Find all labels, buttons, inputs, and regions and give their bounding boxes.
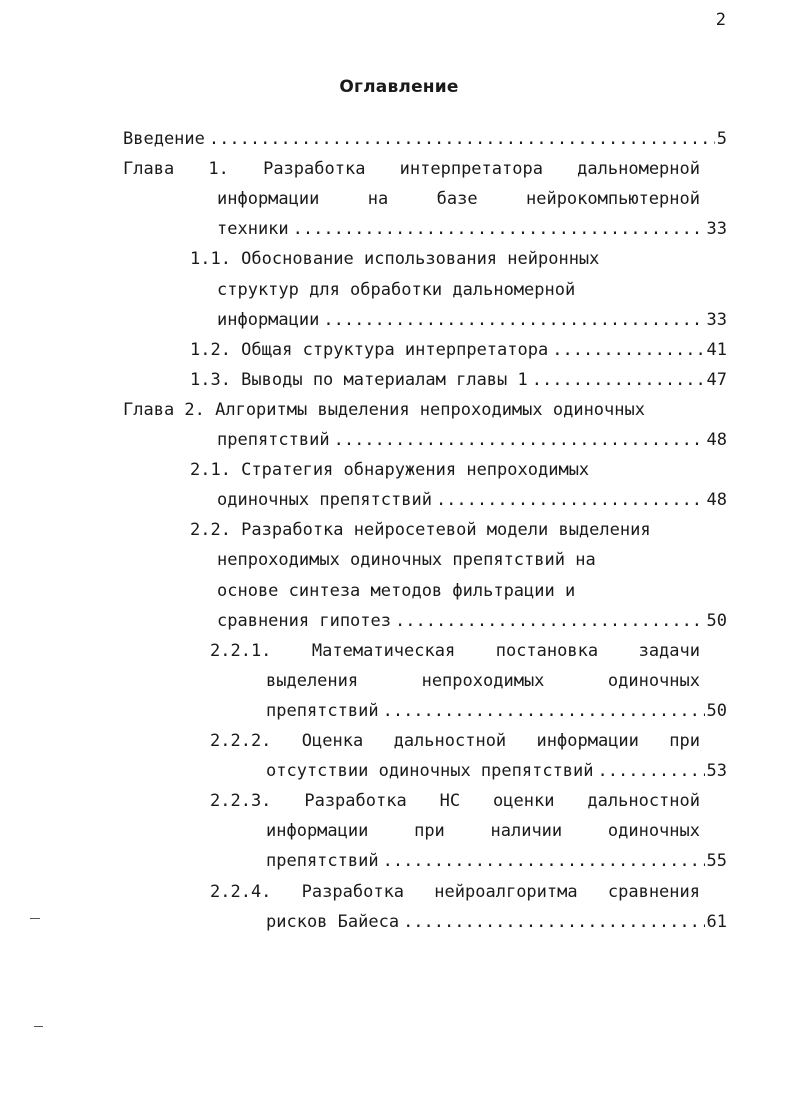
dot-leader (383, 696, 705, 726)
dot-leader (323, 305, 704, 335)
toc-entry-leader-line (217, 485, 727, 515)
toc-entry-text: 1.1. Обоснование использования нейронных (190, 249, 600, 270)
toc-entry-text: сравнения гипотез (217, 610, 391, 631)
toc-entry-text: выделения непроходимых одиночных (266, 670, 700, 691)
toc-page-number: 50 (706, 610, 727, 631)
dot-leader (598, 756, 705, 786)
toc-page-number: 55 (706, 851, 727, 872)
toc-page-number: 41 (706, 339, 727, 360)
toc-entry-leader-line (266, 756, 727, 786)
toc-entry-text: рисков Байеса (266, 911, 400, 932)
toc-entry-text: одиночных препятствий (217, 490, 432, 511)
toc-entry-text: 2.1. Стратегия обнаружения непроходимых (190, 460, 590, 481)
toc-entry-text: 2.2. Разработка нейросетевой модели выделения (190, 520, 651, 541)
toc-page-number: 5 (716, 129, 727, 149)
toc-title: Оглавление (339, 77, 459, 97)
toc-entry-leader-line (217, 305, 727, 335)
toc-entry-text: непроходимых одиночных препятствий на (217, 550, 596, 571)
toc-entry-text: препятствий (217, 430, 330, 450)
dot-leader (383, 846, 705, 876)
toc-entry-text: отсутствии одиночных препятствий (266, 761, 594, 782)
toc-page-number: 47 (706, 369, 727, 390)
toc-entry-text: информации (217, 309, 320, 330)
toc-entry-text: основе синтеза методов фильтрации и (217, 580, 576, 601)
toc-page-number: 61 (706, 911, 727, 932)
page-number: 2 (715, 10, 726, 30)
toc-entry-text: препятствий (266, 700, 379, 721)
toc-page-number: 50 (706, 700, 727, 721)
toc-entry-text: 2.2.4. Разработка нейроалгоритма сравнения (210, 881, 700, 902)
toc-entry-text: техники (217, 219, 289, 240)
toc-entry-text: информации на базе нейрокомпьютерной (217, 189, 700, 210)
toc-entry-text: 1.2. Общая структура интерпретатора (190, 339, 549, 360)
scan-mark (34, 1026, 43, 1027)
toc-entry-text: Введение (123, 129, 205, 149)
toc-entry-leader-line (190, 335, 727, 365)
scan-mark (30, 918, 40, 919)
toc-entry-leader-line (190, 365, 727, 395)
dot-leader (334, 425, 705, 455)
toc-page-number: 33 (706, 219, 727, 240)
dot-leader (552, 335, 704, 365)
toc-entry-leader-line (266, 696, 727, 726)
toc-page-number: 48 (706, 490, 727, 511)
dot-leader (532, 365, 705, 395)
toc-entry-leader-line (266, 907, 727, 937)
dot-leader (209, 124, 715, 154)
toc-entry-text: 2.2.1. Математическая постановка задачи (210, 640, 700, 661)
toc-entry-leader-line (217, 425, 727, 455)
toc-entry-text: Глава 1. Разработка интерпретатора дальномерной (123, 159, 700, 180)
toc-entry-leader-line (266, 846, 727, 876)
dot-leader (395, 606, 705, 636)
dot-leader (293, 214, 705, 244)
toc-entry-text: препятствий (266, 851, 379, 872)
toc-page-number: 48 (706, 430, 727, 450)
toc-page-number: 33 (706, 309, 727, 330)
toc-entry-text: 1.3. Выводы по материалам главы 1 (190, 369, 528, 390)
toc-entry-text: структур для обработки дальномерной (217, 279, 576, 300)
toc-entry-text: Глава 2. Алгоритмы выделения непроходимых одиночных (123, 399, 645, 420)
toc-entry-text: 2.2.3. Разработка НС оценки дальностной (210, 791, 700, 812)
dot-leader (436, 485, 705, 515)
toc-entry-text: информации при наличии одиночных (266, 821, 700, 842)
toc-entry-leader-line (217, 606, 727, 636)
toc-entry-leader-line (123, 124, 727, 154)
toc-entry-leader-line (217, 214, 727, 244)
dot-leader (403, 907, 704, 937)
toc-page-number: 53 (706, 761, 727, 782)
toc-entry-text: 2.2.2. Оценка дальностной информации при (210, 731, 700, 751)
